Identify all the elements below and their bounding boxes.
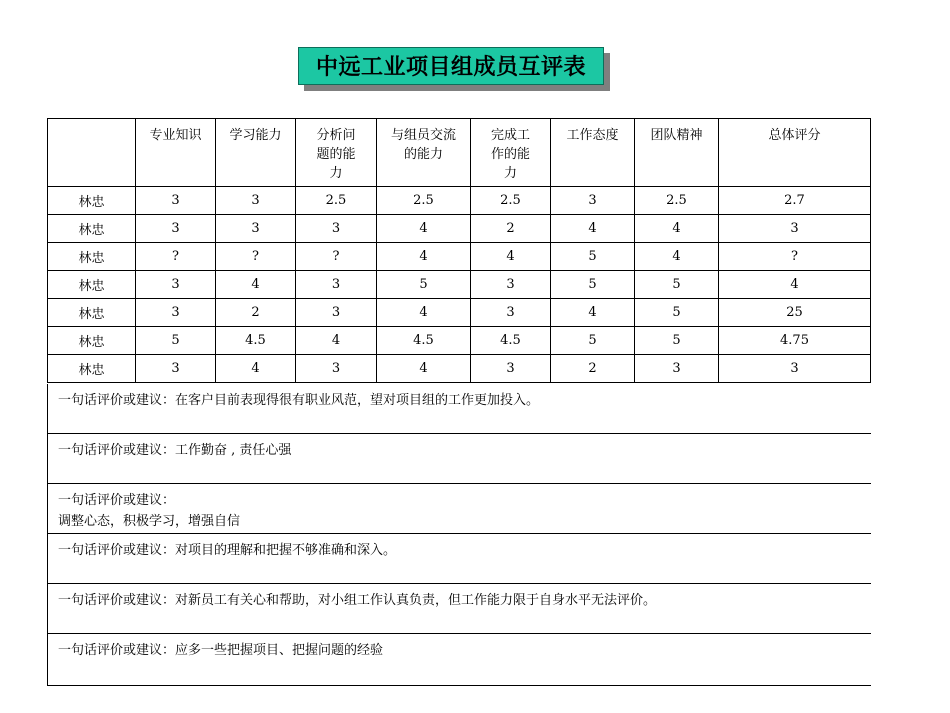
comment-text: 一句话评价或建议：: [58, 493, 176, 508]
cell-score: 3: [471, 271, 551, 299]
cell-name: 林忠: [48, 187, 136, 215]
cell-score: 3: [136, 187, 216, 215]
table-row: [48, 187, 871, 215]
header-overall-score: 总体评分: [719, 119, 871, 187]
cell-score: 5: [551, 327, 635, 355]
cell-overall: 3: [719, 215, 871, 243]
cell-name: 林忠: [48, 327, 136, 355]
cell-score: 5: [635, 271, 719, 299]
comment-text: 一句话评价或建议：应多一些把握项目、把握问题的经验: [58, 643, 384, 658]
cell-name: 林忠: [48, 215, 136, 243]
cell-score: 4: [296, 327, 377, 355]
cell-score: 3: [136, 271, 216, 299]
cell-score: 2: [471, 215, 551, 243]
table-header-row: [48, 119, 871, 187]
header-name: [48, 119, 136, 187]
cell-score: 3: [136, 299, 216, 327]
comment-text: 一句话评价或建议：对项目的理解和把握不够准确和深入。: [58, 543, 397, 558]
cell-score: 5: [635, 299, 719, 327]
table-row: [48, 327, 871, 355]
header-execution-ability: 完成工作的能力: [471, 119, 551, 187]
cell-name: 林忠: [48, 271, 136, 299]
comment-item: [48, 434, 871, 484]
comment-item: [48, 484, 871, 534]
comment-text: 一句话评价或建议：对新员工有关心和帮助，对小组工作认真负责，但工作能力限于自身水平无法评价。: [58, 593, 657, 608]
cell-score: 4.5: [377, 327, 471, 355]
cell-score: ?: [136, 243, 216, 271]
cell-overall: 4: [719, 271, 871, 299]
cell-score: 4: [551, 299, 635, 327]
header-professional-knowledge: 专业知识: [136, 119, 216, 187]
cell-score: 4.5: [216, 327, 296, 355]
comment-text-line2: 调整心态，积极学习，增强自信: [58, 514, 241, 529]
cell-overall: 3: [719, 355, 871, 383]
cell-score: 3: [635, 355, 719, 383]
header-team-spirit: 团队精神: [635, 119, 719, 187]
evaluation-table: [47, 118, 871, 383]
cell-score: ?: [296, 243, 377, 271]
comment-item: [48, 584, 871, 634]
table-row: [48, 243, 871, 271]
cell-score: 3: [471, 299, 551, 327]
cell-score: 4: [377, 299, 471, 327]
cell-score: 2.5: [635, 187, 719, 215]
cell-score: 3: [136, 355, 216, 383]
cell-score: 3: [136, 215, 216, 243]
cell-score: 5: [635, 327, 719, 355]
comment-item: [48, 534, 871, 584]
table-row: [48, 299, 871, 327]
table-row: [48, 215, 871, 243]
cell-score: 3: [471, 355, 551, 383]
cell-score: 4: [377, 355, 471, 383]
cell-score: 5: [551, 271, 635, 299]
cell-score: 3: [216, 215, 296, 243]
cell-score: 4: [635, 243, 719, 271]
header-communication-ability: 与组员交流的能力: [377, 119, 471, 187]
header-analysis-ability: 分析问题的能力: [296, 119, 377, 187]
cell-score: 4: [635, 215, 719, 243]
comment-item: [48, 384, 871, 434]
cell-overall: 25: [719, 299, 871, 327]
cell-name: 林忠: [48, 299, 136, 327]
cell-score: 3: [296, 271, 377, 299]
page-title: 中远工业项目组成员互评表: [298, 47, 604, 85]
cell-overall: ?: [719, 243, 871, 271]
cell-score: 2: [216, 299, 296, 327]
cell-score: 3: [296, 215, 377, 243]
cell-overall: 2.7: [719, 187, 871, 215]
table-row: [48, 355, 871, 383]
cell-score: 5: [377, 271, 471, 299]
header-learning-ability: 学习能力: [216, 119, 296, 187]
cell-overall: 4.75: [719, 327, 871, 355]
cell-score: 5: [551, 243, 635, 271]
cell-score: 3: [551, 187, 635, 215]
cell-score: 4: [471, 243, 551, 271]
cell-score: 4: [216, 355, 296, 383]
cell-name: 林忠: [48, 355, 136, 383]
cell-score: 4: [551, 215, 635, 243]
comments-section: [47, 384, 871, 686]
cell-score: 3: [216, 187, 296, 215]
cell-score: ?: [216, 243, 296, 271]
cell-score: 2.5: [377, 187, 471, 215]
cell-score: 4: [216, 271, 296, 299]
cell-score: 2.5: [296, 187, 377, 215]
cell-score: 2: [551, 355, 635, 383]
cell-score: 4: [377, 215, 471, 243]
cell-score: 4.5: [471, 327, 551, 355]
cell-name: 林忠: [48, 243, 136, 271]
cell-score: 3: [296, 299, 377, 327]
comment-text: 一句话评价或建议：在客户目前表现得很有职业风范，望对项目组的工作更加投入。: [58, 393, 540, 408]
header-work-attitude: 工作态度: [551, 119, 635, 187]
comment-text: 一句话评价或建议：工作勤奋 , 责任心强: [58, 443, 292, 458]
comment-item: [48, 634, 871, 686]
cell-score: 5: [136, 327, 216, 355]
cell-score: 3: [296, 355, 377, 383]
table-row: [48, 271, 871, 299]
cell-score: 4: [377, 243, 471, 271]
cell-score: 2.5: [471, 187, 551, 215]
